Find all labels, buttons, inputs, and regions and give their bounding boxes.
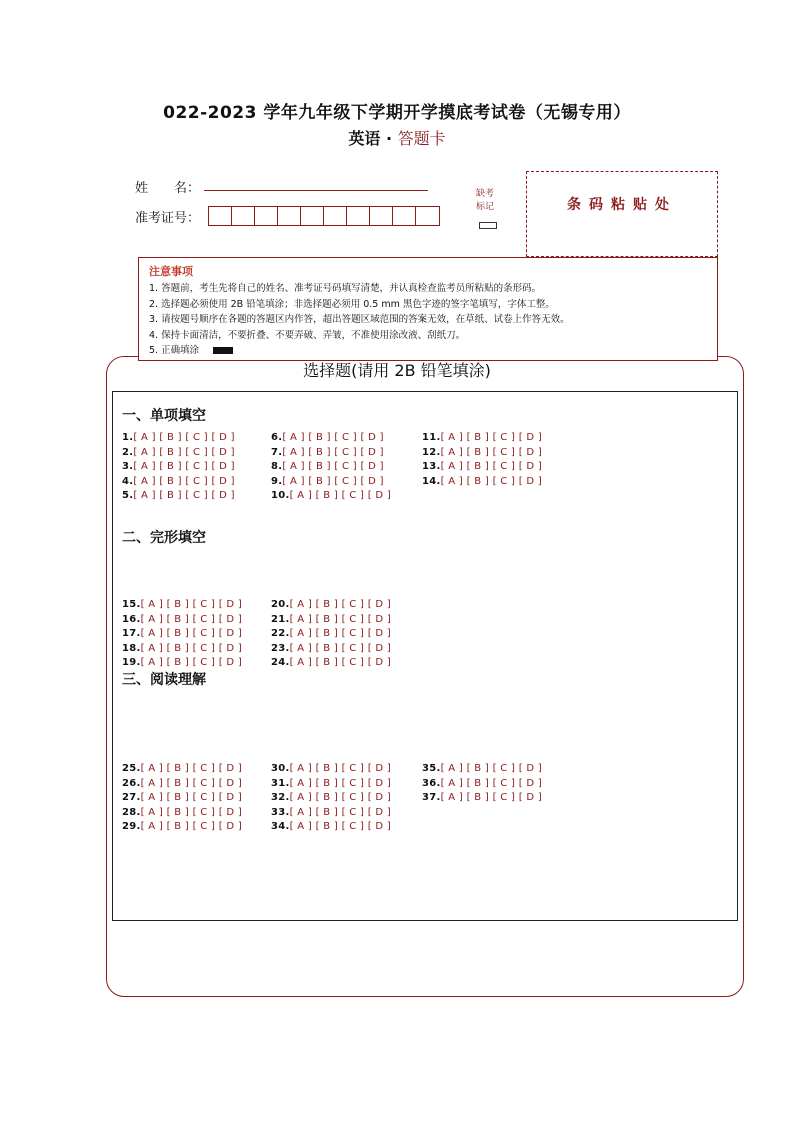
question-row[interactable] [122,778,242,789]
answer-options[interactable]: [ A ] [ B ] [ C ] [ D ] [440,432,543,443]
absent-mark-box[interactable] [479,222,497,229]
name-label: 姓 名： [135,181,201,196]
answer-options[interactable]: [ A ] [ B ] [ C ] [ D ] [289,599,392,610]
section-title: 一、单项填空 [122,408,206,424]
question-number: 28. [122,806,141,818]
question-number: 37. [422,792,441,804]
answer-options[interactable]: [ A ] [ B ] [ C ] [ D ] [289,642,392,654]
question-number: 35. [422,763,441,774]
question-row[interactable] [122,763,242,774]
id-cell[interactable] [255,207,278,225]
question-number: 7. [271,446,283,458]
answer-options[interactable]: [ A ] [ B ] [ C ] [ D ] [140,613,243,625]
question-number: 2. [122,446,134,458]
question-number: 11. [422,432,441,443]
question-row[interactable] [122,461,235,472]
question-number: 17. [122,628,141,640]
id-cell[interactable] [278,207,301,225]
name-field[interactable] [204,190,428,191]
question-number: 22. [271,628,290,640]
answer-options[interactable]: [ A ] [ B ] [ C ] [ D ] [140,763,243,774]
answer-options[interactable]: [ A ] [ B ] [ C ] [ D ] [282,432,384,443]
answer-options[interactable]: [ A ] [ B ] [ C ] [ D ] [140,599,243,610]
answer-options[interactable]: [ A ] [ B ] [ C ] [ D ] [289,792,392,804]
question-number: 23. [271,642,290,654]
question-row[interactable] [271,614,391,625]
answer-options[interactable]: [ A ] [ B ] [ C ] [ D ] [133,490,235,502]
question-row[interactable] [271,461,384,472]
answer-options[interactable]: [ A ] [ B ] [ C ] [ D ] [282,446,384,458]
section-title: 三、阅读理解 [122,672,206,688]
question-row[interactable] [271,490,391,501]
question-row[interactable] [271,778,391,789]
question-number: 30. [271,763,290,774]
question-row[interactable] [271,599,391,610]
question-number: 36. [422,777,441,789]
question-row[interactable] [422,432,542,443]
exam-title: 022-2023 学年九年级下学期开学摸底考试卷（无锡专用） [163,103,631,123]
question-row[interactable] [122,792,242,803]
question-number: 9. [271,475,283,487]
question-row[interactable] [422,476,542,487]
answer-options[interactable]: [ A ] [ B ] [ C ] [ D ] [440,763,543,774]
question-number: 21. [271,613,290,625]
question-number: 25. [122,763,141,774]
question-row[interactable] [122,490,235,501]
question-row[interactable] [122,657,242,668]
question-number: 8. [271,461,283,473]
notice-item: 2. 选择题必须使用 2B 铅笔填涂；非选择题必须用 0.5 mm 黑色字迹的签字笔填写，字体工整。 [149,298,555,310]
barcode-label: 条码粘贴处 [567,197,677,213]
answer-options[interactable]: [ A ] [ B ] [ C ] [ D ] [140,806,243,818]
id-cell[interactable] [324,207,347,225]
id-number-field[interactable] [208,206,440,226]
question-number: 19. [122,657,141,669]
question-row[interactable] [122,599,242,610]
notice-box [138,257,718,361]
answer-options[interactable]: [ A ] [ B ] [ C ] [ D ] [133,461,235,473]
question-number: 3. [122,461,134,473]
notice-item: 4. 保持卡面清洁，不要折叠、不要弄破、弄皱，不准使用涂改液、刮纸刀。 [149,329,466,341]
notice-title: 注意事项 [149,265,193,278]
question-row[interactable] [122,821,242,832]
question-number: 33. [271,806,290,818]
id-cell[interactable] [393,207,416,225]
question-number: 6. [271,432,283,443]
barcode-area [526,171,718,257]
answer-options[interactable]: [ A ] [ B ] [ C ] [ D ] [289,490,392,502]
answer-options[interactable]: [ A ] [ B ] [ C ] [ D ] [289,821,392,833]
absent-label-line1: 缺考 [475,189,494,199]
answer-options[interactable]: [ A ] [ B ] [ C ] [ D ] [140,657,243,669]
answer-options[interactable]: [ A ] [ B ] [ C ] [ D ] [282,461,384,473]
answer-options[interactable]: [ A ] [ B ] [ C ] [ D ] [282,475,384,487]
id-cell[interactable] [209,207,232,225]
answer-options[interactable]: [ A ] [ B ] [ C ] [ D ] [289,657,392,669]
answer-options[interactable]: [ A ] [ B ] [ C ] [ D ] [140,642,243,654]
question-number: 14. [422,475,441,487]
section-title: 二、完形填空 [122,530,206,546]
question-row[interactable] [422,447,542,458]
question-number: 26. [122,777,141,789]
question-row[interactable] [271,476,384,487]
question-row[interactable] [422,778,542,789]
answer-options[interactable]: [ A ] [ B ] [ C ] [ D ] [289,628,392,640]
question-row[interactable] [422,792,542,803]
subject-label: 英语 · [348,129,398,148]
answer-options[interactable]: [ A ] [ B ] [ C ] [ D ] [440,446,543,458]
question-number: 12. [422,446,441,458]
question-number: 10. [271,490,290,502]
question-row[interactable] [271,821,391,832]
answer-options[interactable]: [ A ] [ B ] [ C ] [ D ] [140,792,243,804]
question-number: 13. [422,461,441,473]
card-subtitle [0,126,794,149]
id-cell[interactable] [347,207,370,225]
fill-sample-mark [213,347,233,354]
notice-item-fill [149,343,707,359]
question-row[interactable] [122,614,242,625]
answer-options[interactable]: [ A ] [ B ] [ C ] [ D ] [133,432,235,443]
question-row[interactable] [271,657,391,668]
question-row[interactable] [271,432,384,443]
id-label: 准考证号： [135,211,201,226]
question-number: 29. [122,821,141,833]
question-row[interactable] [271,807,391,818]
question-number: 27. [122,792,141,804]
question-number: 1. [122,432,134,443]
question-number: 32. [271,792,290,804]
question-row[interactable] [271,447,384,458]
answer-options[interactable]: [ A ] [ B ] [ C ] [ D ] [289,763,392,774]
absent-label-line2: 标记 [475,202,494,212]
question-row[interactable] [122,643,242,654]
notice-item-text: 5. 正确填涂 [149,345,200,357]
question-row[interactable] [122,447,235,458]
question-number: 31. [271,777,290,789]
question-row[interactable] [422,763,542,774]
answer-options[interactable]: [ A ] [ B ] [ C ] [ D ] [140,628,243,640]
question-row[interactable] [122,628,242,639]
answer-options[interactable]: [ A ] [ B ] [ C ] [ D ] [289,777,392,789]
answer-options[interactable]: [ A ] [ B ] [ C ] [ D ] [140,821,243,833]
question-row[interactable] [271,763,391,774]
question-number: 5. [122,490,134,502]
choice-title: 选择题(请用 2B 铅笔填涂) [303,361,491,380]
question-number: 20. [271,599,290,610]
question-number: 18. [122,642,141,654]
question-row[interactable] [422,461,542,472]
question-row[interactable] [271,628,391,639]
answer-options[interactable]: [ A ] [ B ] [ C ] [ D ] [440,461,543,473]
question-number: 24. [271,657,290,669]
answer-options[interactable]: [ A ] [ B ] [ C ] [ D ] [289,806,392,818]
id-cell[interactable] [301,207,324,225]
question-row[interactable] [271,643,391,654]
answer-options[interactable]: [ A ] [ B ] [ C ] [ D ] [133,446,235,458]
id-cell[interactable] [416,207,439,225]
card-label: 答题卡 [397,129,446,148]
question-number: 15. [122,599,141,610]
question-row[interactable] [122,432,235,443]
question-row[interactable] [122,807,242,818]
absent-mark-label [470,188,500,214]
question-row[interactable] [271,792,391,803]
notice-item: 3. 请按题号顺序在各题的答题区内作答，超出答题区域范围的答案无效，在草纸、试卷上作答无效。 [149,314,570,326]
question-row[interactable] [122,476,235,487]
notice-item: 1. 答题前，考生先将自己的姓名、准考证号码填写清楚，并认真检查监考员所粘贴的条形码。 [149,283,542,294]
answer-options[interactable]: [ A ] [ B ] [ C ] [ D ] [140,777,243,789]
question-number: 4. [122,475,134,487]
answer-options[interactable]: [ A ] [ B ] [ C ] [ D ] [440,792,543,804]
answer-options[interactable]: [ A ] [ B ] [ C ] [ D ] [440,777,543,789]
id-cell[interactable] [232,207,255,225]
question-number: 16. [122,613,141,625]
answer-options[interactable]: [ A ] [ B ] [ C ] [ D ] [133,475,235,487]
id-cell[interactable] [370,207,393,225]
answer-options[interactable]: [ A ] [ B ] [ C ] [ D ] [289,613,392,625]
question-number: 34. [271,821,290,833]
answer-options[interactable]: [ A ] [ B ] [ C ] [ D ] [440,475,543,487]
